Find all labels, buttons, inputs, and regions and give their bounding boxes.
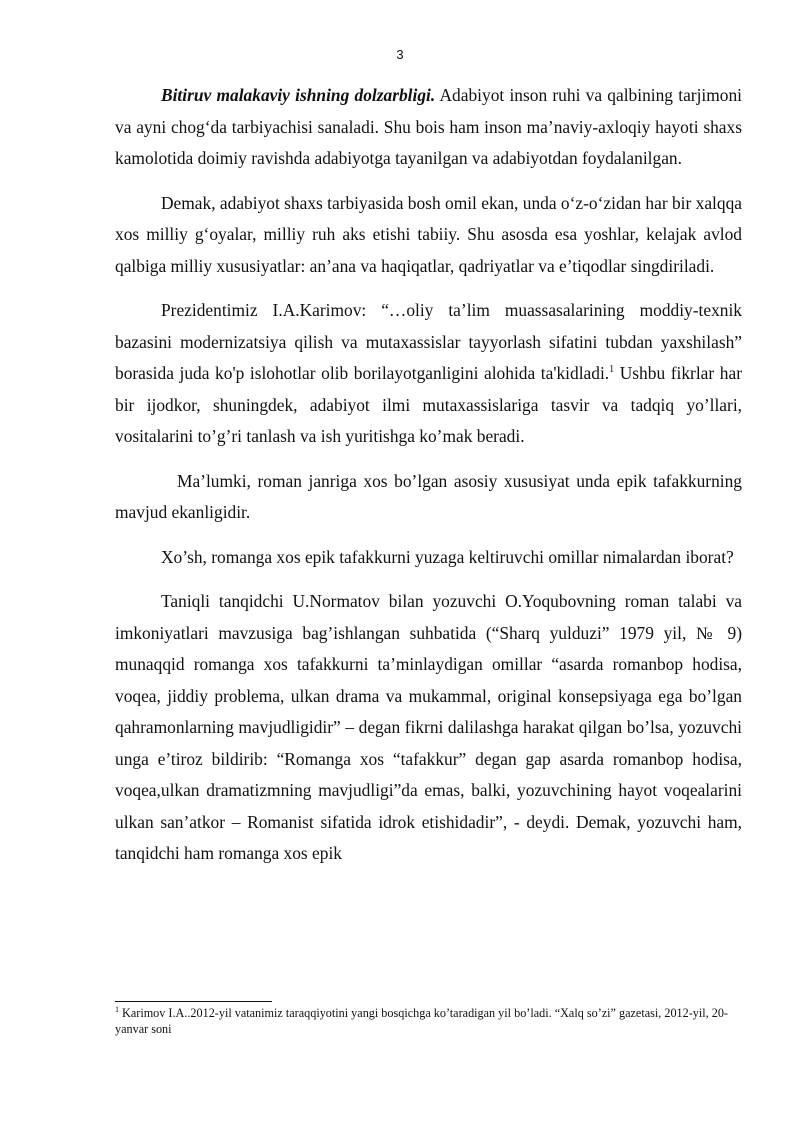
- paragraph-text: Adabiyot inson ruhi va qalbining tarjimoni va ayni chog‘da tarbiyachisi sanaladi. Shu bois ham inson ma’naviy-axloqiy hayoti shaxs kamolotida doimiy ravishda adabiyotga tayanilgan va adabiyotdan foydalanilgan.: [115, 85, 742, 168]
- footnote-reference[interactable]: 1: [609, 364, 615, 376]
- footnote-marker: 1: [115, 1004, 119, 1014]
- footnote: [115, 1005, 742, 1037]
- paragraph-with-footnote: [115, 295, 742, 453]
- paragraph: [115, 542, 742, 574]
- paragraph-text: Taniqli tanqidchi U.Normatov bilan yozuvchi O.Yoqubovning roman talabi va imkoniyatlari mavzusiga bag’ishlangan suhbatida (“Sharq yulduzi” 1979 yil, № 9) munaqqid romanga xos tafakkurni ta’minlaydigan omillar “asarda romanbop hodisa, voqea, jiddiy problema, ulkan drama va mukammal, original konsepsiyaga ega bo’lgan qahramonlarning mavjudligidir” – degan fikrni dalilashga harakat qilgan bo’lsa, yozuvchi unga e’tiroz bildirib: “Romanga xos “tafakkur” degan gap asarda romanbop hodisa, voqea,ulkan dramatizmning mavjudligi”da emas, balki, yozuvchining hayot voqealarini ulkan san’atkor – Romanist sifatida idrok etishidadir”, - deydi. Demak, yozuvchi ham, tanqidchi ham romanga xos epik: [115, 591, 742, 863]
- body-text: [115, 80, 742, 870]
- footnote-text: Karimov I.A..2012-yil vatanimiz taraqqiyotini yangi bosqichga ko’taradigan yil bo’ladi. “Xalq so’zi” gazetasi, 2012-yil, 20-yanvar soni: [115, 1006, 728, 1036]
- paragraph-text: Ma’lumki, roman janriga xos bo’lgan asosiy xususiyat unda epik tafakkurning mavjud ekanligidir.: [115, 470, 742, 522]
- section-lead-heading: Bitiruv malakaviy ishning dolzarbligi.: [161, 85, 436, 105]
- paragraph: [115, 466, 742, 529]
- paragraph-relevance: [115, 80, 742, 175]
- paragraph-text: Demak, adabiyot shaxs tarbiyasida bosh omil ekan, unda o‘z-o‘zidan har bir xalqqa xos milliy g‘oyalar, milliy ruh aks etishi tabiiy. Shu asosda esa yoshlar, kelajak avlod qalbiga milliy xususiyatlar: an’ana va haqiqatlar, qadriyatlar va e’tiqodlar singdiriladi.: [115, 192, 742, 276]
- paragraph: [115, 188, 742, 283]
- paragraph-text: Prezidentimiz I.A.Karimov: “…oliy ta’lim muassasalarining moddiy-texnik bazasini modernizatsiya qilish va mutaxassislar tayyorlash sifatini tubdan yaxshilash” borasida juda ko'p islohotlar olib borilayotganligini alohida ta'kidladi.: [115, 300, 742, 383]
- paragraph: [115, 586, 742, 870]
- paragraph-text: Xo’sh, romanga xos epik tafakkurni yuzaga keltiruvchi omillar nimalardan iborat?: [161, 546, 734, 567]
- footnote-divider: [115, 1001, 272, 1002]
- page-number: 3: [396, 47, 404, 62]
- paragraph-text: Ushbu fikrlar har bir ijodkor, shuningdek, adabiyot ilmi mutaxassislariga tasvir va tadqiq yo’llari, vositalarini to’g’ri tanlash va ish yuritishga ko’mak beradi.: [115, 363, 742, 446]
